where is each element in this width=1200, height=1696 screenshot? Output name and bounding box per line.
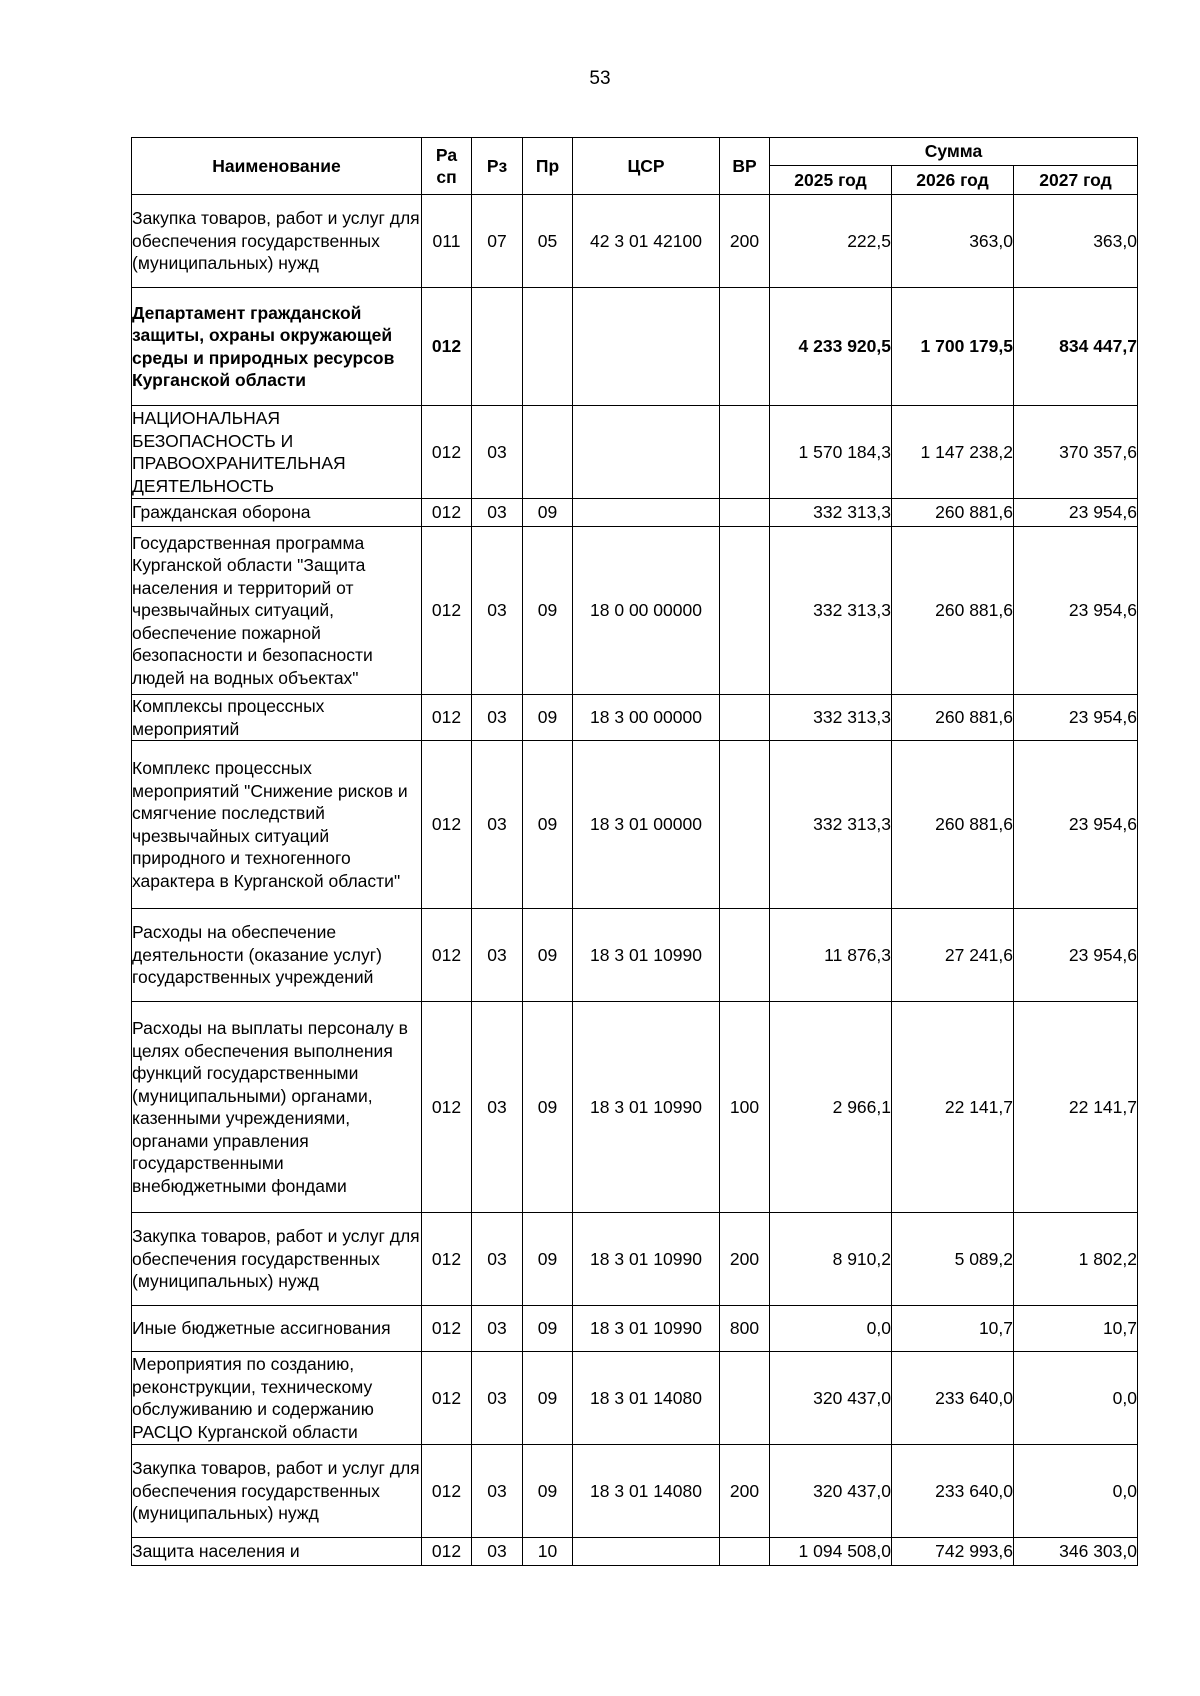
cell-pr: 09	[523, 1445, 573, 1538]
cell-2027: 834 447,7	[1014, 288, 1138, 406]
header-2025: 2025 год	[770, 166, 892, 195]
cell-pr: 09	[523, 695, 573, 741]
page-number: 53	[589, 68, 611, 89]
header-pr: Пр	[523, 138, 573, 195]
cell-rasp: 012	[422, 1445, 472, 1538]
cell-rz: 03	[472, 695, 523, 741]
table-row	[132, 695, 1138, 741]
cell-rz: 03	[472, 499, 523, 527]
cell-2025: 11 876,3	[770, 909, 892, 1002]
cell-2025: 320 437,0	[770, 1352, 892, 1445]
cell-2027: 1 802,2	[1014, 1213, 1138, 1306]
cell-rasp: 012	[422, 741, 472, 909]
cell-2025: 222,5	[770, 195, 892, 288]
cell-2025: 0,0	[770, 1306, 892, 1352]
table-row	[132, 909, 1138, 1002]
cell-2026: 363,0	[892, 195, 1014, 288]
cell-csr: 18 3 01 10990	[573, 909, 720, 1002]
header-name: Наименование	[132, 138, 422, 195]
cell-csr	[573, 499, 720, 527]
cell-2027: 370 357,6	[1014, 406, 1138, 499]
cell-vr	[720, 1538, 770, 1566]
cell-2027: 23 954,6	[1014, 527, 1138, 695]
cell-pr: 09	[523, 1306, 573, 1352]
cell-2026: 27 241,6	[892, 909, 1014, 1002]
table-row	[132, 1002, 1138, 1213]
cell-2026: 22 141,7	[892, 1002, 1014, 1213]
cell-rasp: 012	[422, 288, 472, 406]
cell-2026: 233 640,0	[892, 1352, 1014, 1445]
table-row	[132, 195, 1138, 288]
cell-vr: 200	[720, 1213, 770, 1306]
cell-rasp: 012	[422, 1213, 472, 1306]
cell-2026: 10,7	[892, 1306, 1014, 1352]
table-row	[132, 527, 1138, 695]
cell-vr: 200	[720, 1445, 770, 1538]
cell-2027: 0,0	[1014, 1445, 1138, 1538]
cell-csr	[573, 288, 720, 406]
cell-csr: 18 3 01 10990	[573, 1002, 720, 1213]
cell-2025: 332 313,3	[770, 527, 892, 695]
cell-rasp: 012	[422, 406, 472, 499]
cell-rasp: 012	[422, 695, 472, 741]
header-csr: ЦСР	[573, 138, 720, 195]
cell-pr: 09	[523, 527, 573, 695]
table-row	[132, 1213, 1138, 1306]
budget-table	[131, 137, 1138, 1566]
cell-csr: 18 0 00 00000	[573, 527, 720, 695]
cell-pr: 09	[523, 909, 573, 1002]
cell-2027: 23 954,6	[1014, 909, 1138, 1002]
cell-name: Мероприятия по созданию, реконструкции, техническому обслуживанию и содержанию РАСЦО Курганской области	[132, 1352, 422, 1445]
cell-pr	[523, 288, 573, 406]
cell-2025: 8 910,2	[770, 1213, 892, 1306]
cell-rasp: 012	[422, 1352, 472, 1445]
cell-2025: 1 570 184,3	[770, 406, 892, 499]
cell-vr	[720, 909, 770, 1002]
cell-pr: 09	[523, 741, 573, 909]
cell-csr: 18 3 01 00000	[573, 741, 720, 909]
header-2027: 2027 год	[1014, 166, 1138, 195]
cell-2026: 233 640,0	[892, 1445, 1014, 1538]
cell-2026: 1 700 179,5	[892, 288, 1014, 406]
cell-vr	[720, 499, 770, 527]
cell-rz: 03	[472, 1002, 523, 1213]
header-rasp-line1: Ра	[435, 144, 458, 165]
cell-rz: 03	[472, 1445, 523, 1538]
cell-2026: 742 993,6	[892, 1538, 1014, 1566]
cell-vr: 200	[720, 195, 770, 288]
cell-2025: 4 233 920,5	[770, 288, 892, 406]
cell-2027: 23 954,6	[1014, 741, 1138, 909]
cell-name: Защита населения и	[132, 1538, 422, 1566]
table-row	[132, 288, 1138, 406]
table-row	[132, 1538, 1138, 1566]
cell-csr: 42 3 01 42100	[573, 195, 720, 288]
cell-2026: 1 147 238,2	[892, 406, 1014, 499]
cell-rasp: 012	[422, 1002, 472, 1213]
cell-csr: 18 3 01 14080	[573, 1352, 720, 1445]
cell-2027: 10,7	[1014, 1306, 1138, 1352]
cell-2025: 2 966,1	[770, 1002, 892, 1213]
header-vr: ВР	[720, 138, 770, 195]
header-rasp-line2: сп	[436, 167, 457, 187]
cell-name: Закупка товаров, работ и услуг для обеспечения государственных (муниципальных) нужд	[132, 1445, 422, 1538]
cell-pr	[523, 406, 573, 499]
cell-name: Закупка товаров, работ и услуг для обеспечения государственных (муниципальных) нужд	[132, 1213, 422, 1306]
cell-csr: 18 3 01 10990	[573, 1213, 720, 1306]
table-row	[132, 499, 1138, 527]
cell-2026: 260 881,6	[892, 499, 1014, 527]
cell-name: Департамент гражданской защиты, охраны окружающей среды и природных ресурсов Курганской области	[132, 288, 422, 406]
cell-2026: 260 881,6	[892, 527, 1014, 695]
cell-vr	[720, 741, 770, 909]
header-2026: 2026 год	[892, 166, 1014, 195]
cell-name: Комплекс процессных мероприятий "Снижение рисков и смягчение последствий чрезвычайных ситуаций природного и техногенного характера в Курганской области"	[132, 741, 422, 909]
cell-rz: 03	[472, 1538, 523, 1566]
table-row	[132, 741, 1138, 909]
table-body	[132, 195, 1138, 1566]
cell-rz: 03	[472, 527, 523, 695]
cell-csr: 18 3 00 00000	[573, 695, 720, 741]
cell-name: Расходы на выплаты персоналу в целях обеспечения выполнения функций государственными (муниципальными) органами, казенными учреждениями, органами управления государственными внебюджетными фондами	[132, 1002, 422, 1213]
cell-rz: 03	[472, 1352, 523, 1445]
cell-2027: 23 954,6	[1014, 499, 1138, 527]
cell-name: Гражданская оборона	[132, 499, 422, 527]
cell-2027: 23 954,6	[1014, 695, 1138, 741]
cell-rz: 03	[472, 1213, 523, 1306]
cell-csr	[573, 406, 720, 499]
cell-vr	[720, 1352, 770, 1445]
cell-2025: 1 094 508,0	[770, 1538, 892, 1566]
cell-vr	[720, 695, 770, 741]
cell-name: Государственная программа Курганской области "Защита населения и территорий от чрезвычайных ситуаций, обеспечение пожарной безопасности и безопасности людей на водных объектах"	[132, 527, 422, 695]
cell-vr	[720, 527, 770, 695]
header-rasp	[422, 138, 472, 195]
cell-rz	[472, 288, 523, 406]
cell-pr: 09	[523, 1002, 573, 1213]
cell-2026: 260 881,6	[892, 695, 1014, 741]
cell-pr: 09	[523, 1352, 573, 1445]
cell-rz: 03	[472, 741, 523, 909]
cell-rasp: 012	[422, 1538, 472, 1566]
cell-rasp: 011	[422, 195, 472, 288]
cell-2025: 332 313,3	[770, 741, 892, 909]
table-row	[132, 406, 1138, 499]
cell-name: Закупка товаров, работ и услуг для обеспечения государственных (муниципальных) нужд	[132, 195, 422, 288]
cell-rz: 07	[472, 195, 523, 288]
cell-name: Расходы на обеспечение деятельности (оказание услуг) государственных учреждений	[132, 909, 422, 1002]
cell-rz: 03	[472, 909, 523, 1002]
cell-name: Иные бюджетные ассигнования	[132, 1306, 422, 1352]
cell-2026: 260 881,6	[892, 741, 1014, 909]
cell-rasp: 012	[422, 527, 472, 695]
cell-2025: 332 313,3	[770, 499, 892, 527]
cell-2027: 346 303,0	[1014, 1538, 1138, 1566]
cell-2027: 0,0	[1014, 1352, 1138, 1445]
cell-pr: 05	[523, 195, 573, 288]
cell-rz: 03	[472, 406, 523, 499]
cell-2025: 332 313,3	[770, 695, 892, 741]
cell-rasp: 012	[422, 909, 472, 1002]
cell-csr: 18 3 01 14080	[573, 1445, 720, 1538]
cell-vr: 800	[720, 1306, 770, 1352]
cell-2026: 5 089,2	[892, 1213, 1014, 1306]
cell-2025: 320 437,0	[770, 1445, 892, 1538]
cell-rasp: 012	[422, 1306, 472, 1352]
header-rz: Рз	[472, 138, 523, 195]
cell-csr: 18 3 01 10990	[573, 1306, 720, 1352]
header-sum: Сумма	[770, 138, 1138, 166]
cell-pr: 09	[523, 499, 573, 527]
cell-rz: 03	[472, 1306, 523, 1352]
table-row	[132, 1352, 1138, 1445]
cell-2027: 22 141,7	[1014, 1002, 1138, 1213]
cell-pr: 09	[523, 1213, 573, 1306]
cell-vr	[720, 406, 770, 499]
cell-vr: 100	[720, 1002, 770, 1213]
cell-vr	[720, 288, 770, 406]
cell-rasp: 012	[422, 499, 472, 527]
cell-csr	[573, 1538, 720, 1566]
cell-name: НАЦИОНАЛЬНАЯ БЕЗОПАСНОСТЬ И ПРАВООХРАНИТЕЛЬНАЯ ДЕЯТЕЛЬНОСТЬ	[132, 406, 422, 499]
table-row	[132, 1445, 1138, 1538]
cell-name: Комплексы процессных мероприятий	[132, 695, 422, 741]
cell-2027: 363,0	[1014, 195, 1138, 288]
cell-pr: 10	[523, 1538, 573, 1566]
table-row	[132, 1306, 1138, 1352]
